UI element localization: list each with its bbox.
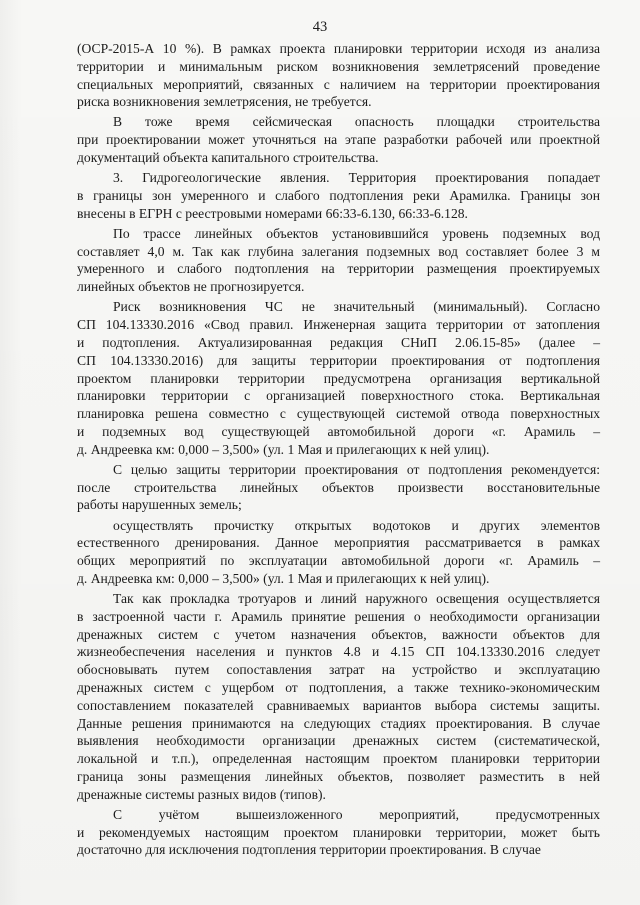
paragraph — [77, 590, 600, 804]
text-line: внесены в ЕГРН с реестровыми номерами 66:33-6.130, 66:33-6.128. — [77, 205, 468, 221]
text-line: сопоставлением показателей сравниваемых вариантов выбора системы защиты. — [77, 697, 600, 713]
text-line: планировка решена совместно с существующей системой отвода поверхностных — [77, 406, 600, 422]
text-line: и рекомендуемых настоящим проектом планировки территории, может быть — [77, 824, 600, 840]
text-line: общих мероприятий по эксплуатации автомобильной дороги «г. Арамиль – — [77, 553, 600, 569]
paragraph — [77, 517, 600, 588]
text-line: д. Андреевка км: 0,000 – 3,500» (ул. 1 Мая и прилегающих к ней улиц). — [77, 570, 490, 586]
text-line: дренажные системы разных видов (типов). — [77, 786, 326, 802]
text-line: По трассе линейных объектов установившийся уровень подземных вод — [113, 225, 600, 241]
text-line: СП 104.13330.2016) для защиты территории проектирования от подтопления — [77, 352, 600, 368]
paragraph — [77, 806, 600, 859]
text-line: документаций объекта капитального строительства. — [77, 150, 379, 166]
text-line: и подтопления. Актуализированная редакция СНиП 2.06.15-85» (далее – — [77, 334, 600, 350]
text-line: линейных объектов не прогнозируется. — [77, 279, 305, 295]
text-line: составляет 4,0 м. Так как глубина залегания подземных вод составляет более 3 м — [77, 243, 600, 259]
text-line: жизнеобеспечения населения и пунктов 4.8 и 4.15 СП 104.13330.2016 следует — [77, 644, 600, 660]
paragraph — [77, 461, 600, 514]
text-line: В тоже время сейсмическая опасность площадки строительства — [113, 114, 600, 130]
text-line: Риск возникновения ЧС не значительный (минимальный). Согласно — [113, 299, 600, 315]
text-line: и подземных вод существующей автомобильной дороги «г. Арамиль – — [77, 423, 600, 439]
text-line: граница зоны размещения линейных объектов, позволяет разместить в ней — [77, 768, 600, 784]
text-line: планировки территории с организацией поверхностного стока. Вертикальная — [77, 388, 600, 404]
text-line: естественного дренирования. Данное мероприятия рассматривается в рамках — [77, 535, 600, 551]
text-line: достаточно для исключения подтопления территории проектирования. В случае — [77, 842, 541, 858]
text-line: в застроенной части г. Арамиль принятие решения о необходимости организации — [77, 608, 600, 624]
text-line: риска возникновения землетрясения, не требуется. — [77, 94, 372, 110]
paragraph — [77, 298, 600, 458]
text-line: территории и минимальным риском возникновения землетрясений проведение — [77, 58, 600, 74]
page-number: 43 — [312, 19, 328, 35]
text-line: обосновывать путем сопоставления затрат на устройство и эксплуатацию — [77, 662, 600, 678]
text-line: СП 104.13330.2016 «Свод правил. Инженерная защита территории от затопления — [77, 317, 600, 333]
text-line: (ОСР-2015-А 10 %). В рамках проекта планировки территории исходя из анализа — [77, 41, 600, 56]
text-line: С целью защиты территории проектирования от подтопления рекомендуется: — [113, 461, 600, 477]
text-line: дренажных систем с учетом назначения объектов, важности объектов для — [77, 626, 600, 642]
paragraph — [77, 40, 600, 111]
text-line: д. Андреевка км: 0,000 – 3,500» (ул. 1 Мая и прилегающих к ней улиц). — [77, 441, 490, 457]
paragraph — [77, 113, 600, 166]
text-line: осуществлять прочистку открытых водотоков и других элементов — [113, 517, 600, 533]
text-line: при проектировании может уточняться на этапе разработки рабочей или проектной — [77, 132, 600, 148]
document-body — [77, 40, 600, 862]
text-line: локальной и т.п.), определенная настоящим проектом планировки территории — [77, 751, 600, 767]
text-line: Данные решения принимаются на следующих стадиях проектирования. В случае — [77, 715, 600, 731]
text-line: дренажных систем с ущербом от подтопления, а также технико-экономическим — [77, 679, 600, 695]
text-line: Так как прокладка тротуаров и линий наружного освещения осуществляется — [113, 590, 600, 606]
text-line: работы нарушенных земель; — [77, 497, 242, 513]
text-line: проектом планировки территории предусмотрена организация вертикальной — [77, 370, 600, 386]
text-line: С учётом вышеизложенного мероприятий, предусмотренных — [113, 806, 600, 822]
paragraph — [77, 225, 600, 296]
text-line: в границы зон умеренного и слабого подтопления реки Арамилка. Границы зон — [77, 187, 600, 203]
text-line: выявления необходимости организации дренажных систем (систематической, — [77, 733, 600, 749]
text-line: после строительства линейных объектов произвести восстановительные — [77, 479, 600, 495]
paragraph — [77, 169, 600, 222]
text-line: специальных мероприятий, связанных с наличием на территории проектирования — [77, 76, 600, 92]
text-line: 3. Гидрогеологические явления. Территория проектирования попадает — [113, 170, 600, 186]
text-line: умеренного и слабого подтопления на территории размещения проектируемых — [77, 261, 600, 277]
